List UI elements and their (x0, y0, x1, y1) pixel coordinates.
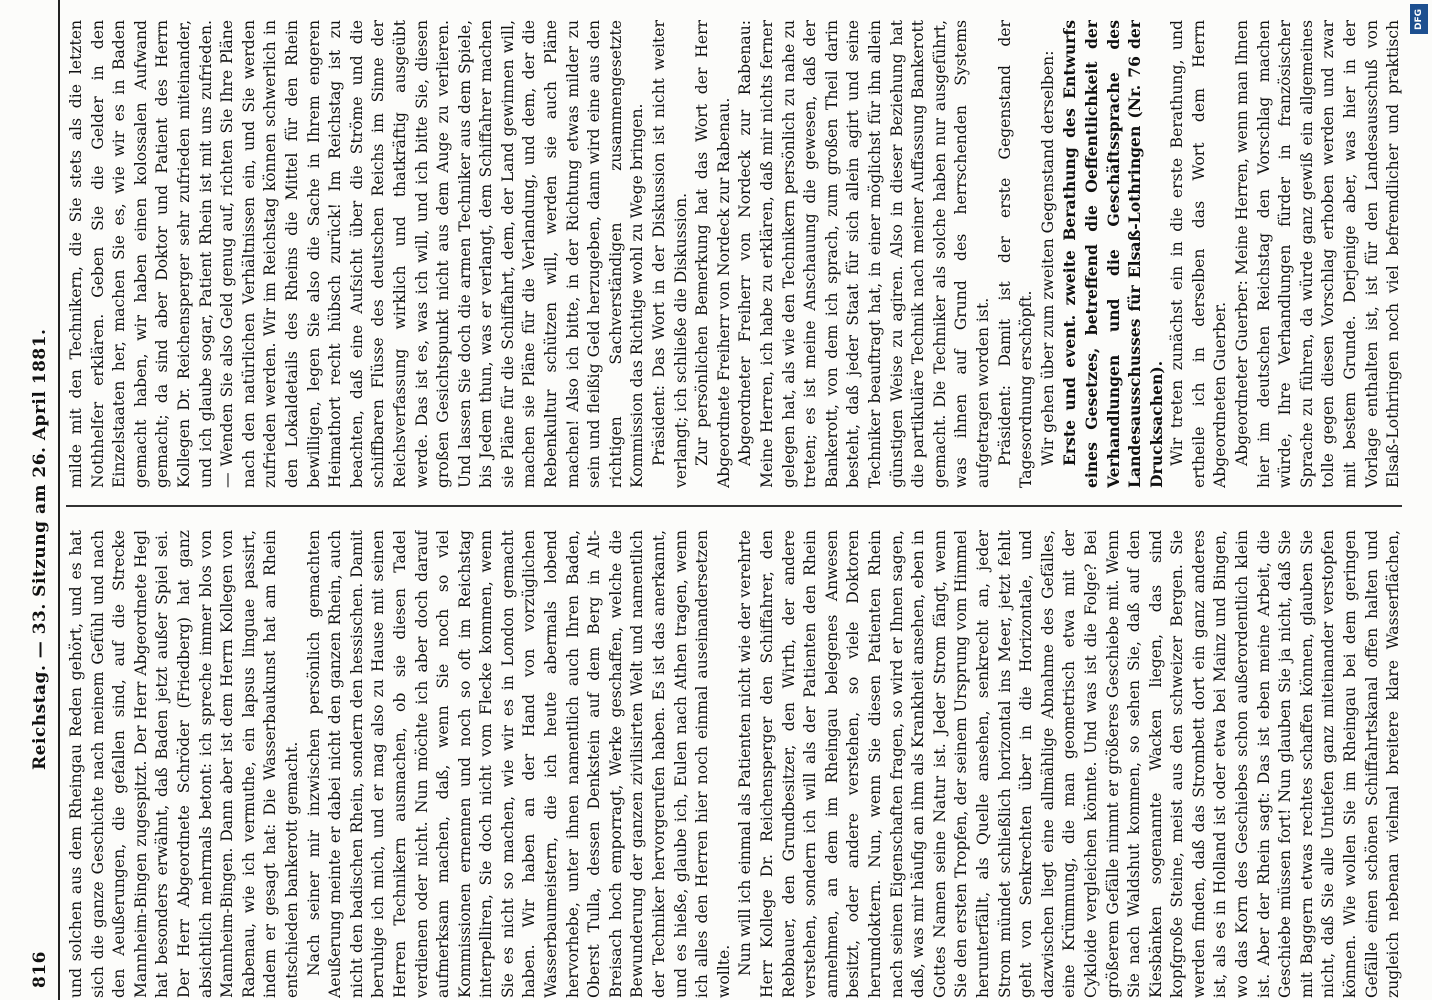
agenda-item-title: Erste und event. zweite Berathung des Entwurfs eines Gesetzes, betreffend die Oeffentlichkeit der Verhandlungen und die Geschäftssprache des Landesausschusses für Elsaß-Lothringen (Nr. 76 der Drucksachen). (1060, 20, 1166, 488)
header-title: Reichstag. — 33. Sitzung am 26. April 1881. (30, 328, 50, 770)
paragraph: Wir gehen über zum zweiten Gegenstand derselben: (1038, 50, 1057, 466)
digitization-credit (1408, 0, 1432, 1000)
paragraph: Wir treten zunächst ein in die erste Berathung, und ertheile ich in derselben das Wort dem Herrn Abgeordneten Guerber. (1168, 20, 1230, 488)
paragraph: Nach seiner mir inzwischen persönlich gemachten Aeußerung meinte er dabei nicht den ganzen Rhein, auch nicht den badischen Rhein, sondern den hessischen. Damit beruhige ich mich, und er mag also zu Hause mit seinen Herren Technikern ausmachen, ob sie diesen Tadel verdienen oder nicht. Nun möchte ich aber doch darauf aufmerksam machen, daß, wenn Sie noch so viel Kommissionen ernennen und noch so oft im Reichstag interpelliren, Sie doch nicht vom Flecke kommen, wenn Sie es nicht so machen, wie wir es in London gemacht haben. Wir haben an der Hand von vorzüglichen Wasserbaumeistern, die ich heute abermals lobend hervorhebe, unter ihnen namentlich auch Ihren Baden, Oberst Tulla, dessen Denkstein auf dem Berg in Alt-Breisach hoch emporragt, Werke geschaffen, welche die Bewunderung der ganzen zivilisirten Welt und namentlich der Techniker hervorgerufen haben. Es ist das anerkannt, und es hieße, glaube ich, Eulen nach Athen tragen, wenn ich alles den Herren hier noch einmal auseinandersetzen wollte. (304, 530, 733, 998)
president-statement: Präsident: Damit ist der erste Gegenstand der Tagesordnung erschöpft. (995, 20, 1036, 488)
speaker-statement: Abgeordneter Freiherr von Nordeck zur Rabenau: Meine Herren, ich habe zu erklären, daß mir nichts ferner gelegen hat, als wie den Technikern persönlich zu nahe zu treten; es ist meine Anschauung die gewesen, daß der Bankerott, von dem ich sprach, zum großen Theil darin besteht, daß jeder Staat für sich allein agirt und seine Techniker beauftragt hat, in einer möglichst für ihn allein günstigen Weise zu agiren. Also in dieser Beziehung hat die partikuläre Technik nach meiner Auffassung Bankerott gemacht. Die Techniker als solche haben nur ausgeführt, was ihnen auf Grund des herrschenden Systems aufgetragen worden ist. (736, 20, 992, 488)
page-number: 816 (30, 951, 50, 988)
speaker-statement: Abgeordneter Guerber: Meine Herren, wenn man Ihnen hier im deutschen Reichstag den Vorschlag machen würde, Ihre Verhandlungen fürder in französischer Sprache zu führen, da würde ganz gewiß ein allgemeines tolle gegen diesen Vorschlag erhoben werden und zwar mit bestem Grunde. Derjenige aber, was hier in der Vorlage enthalten ist, ist für den Landesausschuß von Elsaß-Lothringen noch viel befremdlicher und praktisch (1233, 20, 1402, 488)
paragraph: und solchen aus dem Rheingau Reden gehört, und es hat sich die ganze Geschichte nach meinem Gefühl und nach den Aeußerungen, die gefallen sind, auf die Strecke Mannheim-Bingen zugespitzt. Der Herr Abgeordnete Hegl hat besonders erwähnt, daß Baden jetzt außer Spiel sei. Der Herr Abgeordnete Schröder (Friedberg) hat ganz absichtlich mehrmals betont: ich spreche immer blos von Mannheim-Bingen. Dann aber ist dem Herrn Kollegen von Rabenau, wie ich vermuthe, ein lapsus linguae passirt, indem er gesagt hat: Die Wasserbaukunst hat am Rhein entschieden bankerott gemacht. (67, 530, 301, 998)
paragraph: milde mit den Technikern, die Sie stets als die letzten Nothhelfer erklären. Geben Sie die Gelder in den Einzelstaaten her, machen Sie es, wie wir es in Baden gemacht haben, wir haben einen kolossalen Aufwand gemacht; da sind aber Doktor und Patient des Herrn Kollegen Dr. Reichensperger sehr zufrieden miteinander, und ich glaube sogar, Patient Rhein ist mit uns zufrieden. — Wenden Sie also Geld genug auf, richten Sie Ihre Pläne nach den natürlichen Verhältnissen ein, und Sie werden zufrieden werden. Wir im Reichstag können schwerlich in den Lokaldetails des Rheins die Mittel für den Rhein bewilligen, legen Sie also die Sache in Ihrem engeren Heimathort recht hübsch zurück! Im Reichstag ist zu beachten, daß eine Aufsicht über die Ströme und die schiffbaren Flüsse des deutschen Reichs im Sinne der Reichsverfassung wirklich und thatkräftig ausgeübt werde. Das ist es, was ich will, und ich bitte Sie, diesen großen Gesichtspunkt nicht aus dem Auge zu verlieren. Und lassen Sie doch die armen Techniker aus dem Spiele, bis Jedem thun, was er verlangt, dem Schiffahrer machen sie Pläne für die Schiffahrt, dem, der Land gewinnen will, machen sie Pläne für die Verlandung, und dem, der die Rebenkultur schützen will, werden sie auch Pläne machen! Also ich bitte, in der Richtung etwas milder zu sein und fleißig Geld herzugeben, dann wird eine aus den richtigen Sachverständigen zusammengesetzte Kommission das Richtige wohl zu Wege bringen. (67, 20, 647, 488)
dfg-logo: DFG (1410, 4, 1428, 34)
president-statement: Präsident: Das Wort in der Diskussion ist nicht weiter verlangt; ich schließe die Diskussion. (650, 20, 690, 488)
left-column (66, 530, 1402, 998)
paragraph: Zur persönlichen Bemerkung hat das Wort der Herr Abgeordnete Freiherr von Nordeck zur Rabenau. (693, 20, 733, 488)
column-divider (66, 505, 1402, 507)
paragraph: Nun will ich einmal als Patienten nicht wie der verehrte Herr Kollege Dr. Reichensperger den Schiffahrer, den Rebbauer, den Grundbesitzer, den Wirth, der andere verstehen, sondern ich will als der Patienten den Rhein annehmen, an dem im Rheingau belegenes Anwesen besitzt, oder andere verstehen, so viele Doktoren herumdoktern. Nun, wenn Sie diesen Patienten Rhein nach seinen Eigenschaften fragen, so wird er Ihnen sagen, daß, was mir häufig an ihm als Krankheit ansehen, eben in Gottes Namen seine Natur ist. Jeder Strom fängt, wenn Sie den ersten Tropfen, der seinem Ursprung vom Himmel herunterfällt, als Quelle ansehen, senkrecht an, jeder Strom mündet schließlich horizontal ins Meer, jetzt fehlt geht von Senkrechten über in die Horizontale, und dazwischen liegt eine allmählige Abnahme des Gefälles, eine Krümmung, die man geometrisch etwa mit der Cykloide vergleichen könnte. Und was ist die Folge? Bei größerem Gefälle nimmt er größeres Geschiebe mit. Wenn Sie nach Waldshut kommen, so sehen Sie, daß auf den Kiesbänken sogenannte Wacken liegen, das sind kopfgroße Steine, meist aus den schweizer Bergen. Sie werden finden, daß das Strombett dort ein ganz anderes ist, als es in Holland ist oder etwa bei Mainz und Bingen, wo das Korn des Geschiebes schon außerordentlich klein ist. Aber der Rhein sagt: Das ist eben meine Arbeit, die Geschiebe müssen fort! Nun glauben Sie ja nicht, daß Sie mit Baggern etwas rechtes schaffen können, glauben Sie nicht, daß Sie alle Untiefen ganz miteinander verstopfen können. Wie wollen Sie im Rheingau bei dem geringen Gefälle einen schönen Schiffahrtskanal offen halten und zugleich nebenan vielmal breitere klare Wasserflächen, (736, 530, 1402, 998)
header-rule (58, 0, 60, 1000)
right-column (66, 20, 1402, 488)
running-header (0, 0, 64, 1000)
